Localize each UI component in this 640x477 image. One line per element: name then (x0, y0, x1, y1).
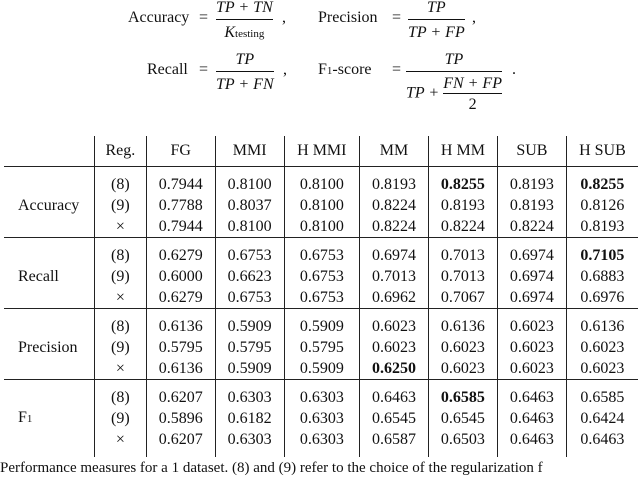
results-table (4, 136, 638, 457)
value-cell: 0.6207 (146, 387, 215, 408)
accuracy-label: Accuracy (128, 9, 190, 26)
value-cell: 0.6585 (428, 387, 497, 408)
value-cell: 0.6023 (497, 358, 566, 380)
column-header: Reg. (95, 136, 147, 167)
value-cell: 0.6023 (497, 316, 566, 337)
fraction-bar (216, 71, 274, 72)
value-cell: 0.7944 (146, 174, 215, 195)
recall-label: Recall (147, 61, 188, 78)
precision-fraction (408, 0, 465, 42)
regularization-cell: (9) (95, 195, 147, 216)
value-cell: 0.6463 (497, 408, 566, 429)
column-header: MMI (215, 136, 284, 167)
value-cell: 0.6000 (146, 266, 215, 287)
regularization-cell: × (95, 216, 147, 238)
value-cell: 0.6623 (215, 266, 284, 287)
value-cell: 0.5795 (215, 337, 284, 358)
fraction-bar (216, 19, 273, 20)
fraction-bar (408, 19, 465, 20)
table-row (4, 408, 638, 429)
group-spacer (4, 309, 638, 317)
value-cell: 0.6753 (215, 287, 284, 309)
value-cell: 0.6023 (497, 337, 566, 358)
regularization-cell: (8) (95, 174, 147, 195)
value-cell: 0.6303 (215, 387, 284, 408)
value-cell: 0.6182 (215, 408, 284, 429)
table-row (4, 174, 638, 195)
value-cell: 0.6023 (360, 337, 429, 358)
value-cell: 0.6303 (284, 429, 359, 450)
value-cell: 0.6424 (580, 410, 625, 427)
value-cell: 0.6974 (497, 287, 566, 309)
metric-name: F1 (4, 387, 95, 450)
value-cell: 0.7013 (428, 266, 497, 287)
value-cell: 0.6023 (360, 316, 429, 337)
comma: , (472, 9, 476, 26)
value-cell: 0.6279 (146, 245, 215, 266)
column-header: H SUB (566, 136, 638, 167)
value-cell: 0.6303 (215, 429, 284, 450)
value-cell: 0.6023 (428, 358, 497, 380)
value-cell: 0.8100 (284, 195, 359, 216)
accuracy-denominator: Ktesting (224, 24, 265, 41)
value-cell: 0.7067 (428, 287, 497, 309)
table-row (4, 195, 638, 216)
group-spacer (4, 450, 638, 457)
regularization-cell: (9) (95, 408, 147, 429)
value-cell: 0.8193 (580, 218, 625, 235)
value-cell: 0.6463 (497, 387, 566, 408)
value-cell: 0.6753 (284, 287, 359, 309)
precision-label: Precision (318, 9, 378, 26)
f1-label: F1-score (318, 61, 372, 78)
equals-sign: = (199, 9, 209, 26)
value-cell: 0.8224 (360, 195, 429, 216)
f1-denominator: TP + $\frac{FN + FP}{2}$ (406, 75, 502, 113)
value-cell: 0.6463 (580, 431, 625, 448)
value-cell: 0.5909 (215, 358, 284, 380)
value-cell: 0.6974 (497, 266, 566, 287)
value-cell: 0.6136 (428, 316, 497, 337)
value-cell: 0.8037 (215, 195, 284, 216)
value-cell: 0.7013 (360, 266, 429, 287)
column-header: H MMI (284, 136, 359, 167)
metric-name: Recall (4, 245, 95, 309)
value-cell: 0.6136 (580, 318, 625, 335)
value-cell: 0.6976 (580, 289, 625, 306)
value-cell: 0.5909 (284, 316, 359, 337)
value-cell: 0.8255 (580, 176, 625, 193)
value-cell: 0.6883 (580, 268, 625, 285)
recall-denominator: TP + FN (216, 76, 274, 93)
value-cell: 0.5896 (146, 408, 215, 429)
regularization-cell: × (95, 287, 147, 309)
f1-numerator: TP (444, 51, 464, 68)
value-cell: 0.6545 (360, 408, 429, 429)
precision-numerator: TP (427, 0, 446, 16)
value-cell: 0.8224 (497, 216, 566, 238)
value-cell: 0.6463 (497, 429, 566, 450)
table-header-row (4, 136, 638, 167)
equation-row-2 (0, 50, 640, 122)
value-cell: 0.6303 (284, 387, 359, 408)
column-header: MM (360, 136, 429, 167)
value-cell: 0.6753 (215, 245, 284, 266)
value-cell: 0.8100 (284, 174, 359, 195)
value-cell: 0.6023 (428, 337, 497, 358)
fraction-bar (406, 71, 502, 72)
value-cell: 0.8100 (215, 174, 284, 195)
value-cell: 0.6753 (284, 245, 359, 266)
table-row (4, 287, 638, 309)
equals-sign: = (392, 61, 402, 78)
value-cell: 0.5909 (215, 316, 284, 337)
results-table-body (4, 136, 638, 457)
value-cell: 0.5909 (284, 358, 359, 380)
value-cell: 0.6974 (360, 245, 429, 266)
f1-fraction (406, 50, 502, 113)
table-row (4, 387, 638, 408)
regularization-cell: (8) (95, 245, 147, 266)
value-cell: 0.8100 (284, 216, 359, 238)
value-cell: 0.6463 (360, 387, 429, 408)
equals-sign: = (392, 9, 402, 26)
regularization-cell: × (95, 358, 147, 380)
value-cell: 0.6585 (580, 389, 625, 406)
period: . (512, 61, 516, 78)
table-row (4, 316, 638, 337)
table-row (4, 266, 638, 287)
accuracy-fraction (216, 0, 273, 44)
table-row (4, 216, 638, 238)
value-cell: 0.8193 (428, 195, 497, 216)
table-caption: Performance measures for a 1 dataset. (8) and (9) refer to the choice of the regularization f (0, 460, 543, 476)
table-row (4, 245, 638, 266)
value-cell: 0.6023 (580, 339, 625, 356)
value-cell: 0.6545 (428, 408, 497, 429)
value-cell: 0.6136 (146, 358, 215, 380)
regularization-cell: (8) (95, 387, 147, 408)
comma: , (282, 9, 286, 26)
comma: , (283, 61, 287, 78)
value-cell: 0.8193 (497, 174, 566, 195)
value-cell: 0.6023 (580, 360, 625, 377)
equals-sign: = (199, 61, 209, 78)
value-cell: 0.8126 (580, 197, 625, 214)
equation-row-1 (0, 0, 640, 50)
metric-header (4, 136, 95, 167)
value-cell: 0.5795 (284, 337, 359, 358)
table-row (4, 358, 638, 380)
column-header: SUB (497, 136, 566, 167)
regularization-cell: (9) (95, 266, 147, 287)
value-cell: 0.6962 (360, 287, 429, 309)
value-cell: 0.6207 (146, 429, 215, 450)
group-spacer (4, 238, 638, 246)
recall-numerator: TP (235, 51, 255, 68)
group-spacer (4, 167, 638, 175)
value-cell: 0.6587 (360, 429, 429, 450)
value-cell: 0.7105 (580, 247, 625, 264)
value-cell: 0.6503 (428, 429, 497, 450)
value-cell: 0.8193 (497, 195, 566, 216)
metric-name: Precision (4, 316, 95, 380)
value-cell: 0.7788 (146, 195, 215, 216)
regularization-cell: × (95, 429, 147, 450)
value-cell: 0.6279 (146, 287, 215, 309)
value-cell: 0.6303 (284, 408, 359, 429)
value-cell: 0.6250 (360, 358, 429, 380)
value-cell: 0.6136 (146, 316, 215, 337)
value-cell: 0.6753 (284, 266, 359, 287)
regularization-cell: (9) (95, 337, 147, 358)
value-cell: 0.8224 (428, 216, 497, 238)
accuracy-numerator: TP + TN (216, 0, 273, 16)
value-cell: 0.5795 (146, 337, 215, 358)
column-header: H MM (428, 136, 497, 167)
value-cell: 0.7944 (146, 216, 215, 238)
group-spacer (4, 380, 638, 388)
table-row (4, 337, 638, 358)
regularization-cell: (8) (95, 316, 147, 337)
column-header: FG (146, 136, 215, 167)
metric-name: Accuracy (4, 174, 95, 238)
value-cell: 0.8100 (215, 216, 284, 238)
recall-fraction (216, 50, 274, 94)
value-cell: 0.8224 (360, 216, 429, 238)
precision-denominator: TP + FP (408, 24, 465, 41)
value-cell: 0.6974 (497, 245, 566, 266)
value-cell: 0.8193 (360, 174, 429, 195)
table-row (4, 429, 638, 450)
value-cell: 0.7013 (428, 245, 497, 266)
value-cell: 0.8255 (428, 174, 497, 195)
f1-inner-fraction: $\frac{FN + FP}{2}$ (443, 75, 502, 113)
